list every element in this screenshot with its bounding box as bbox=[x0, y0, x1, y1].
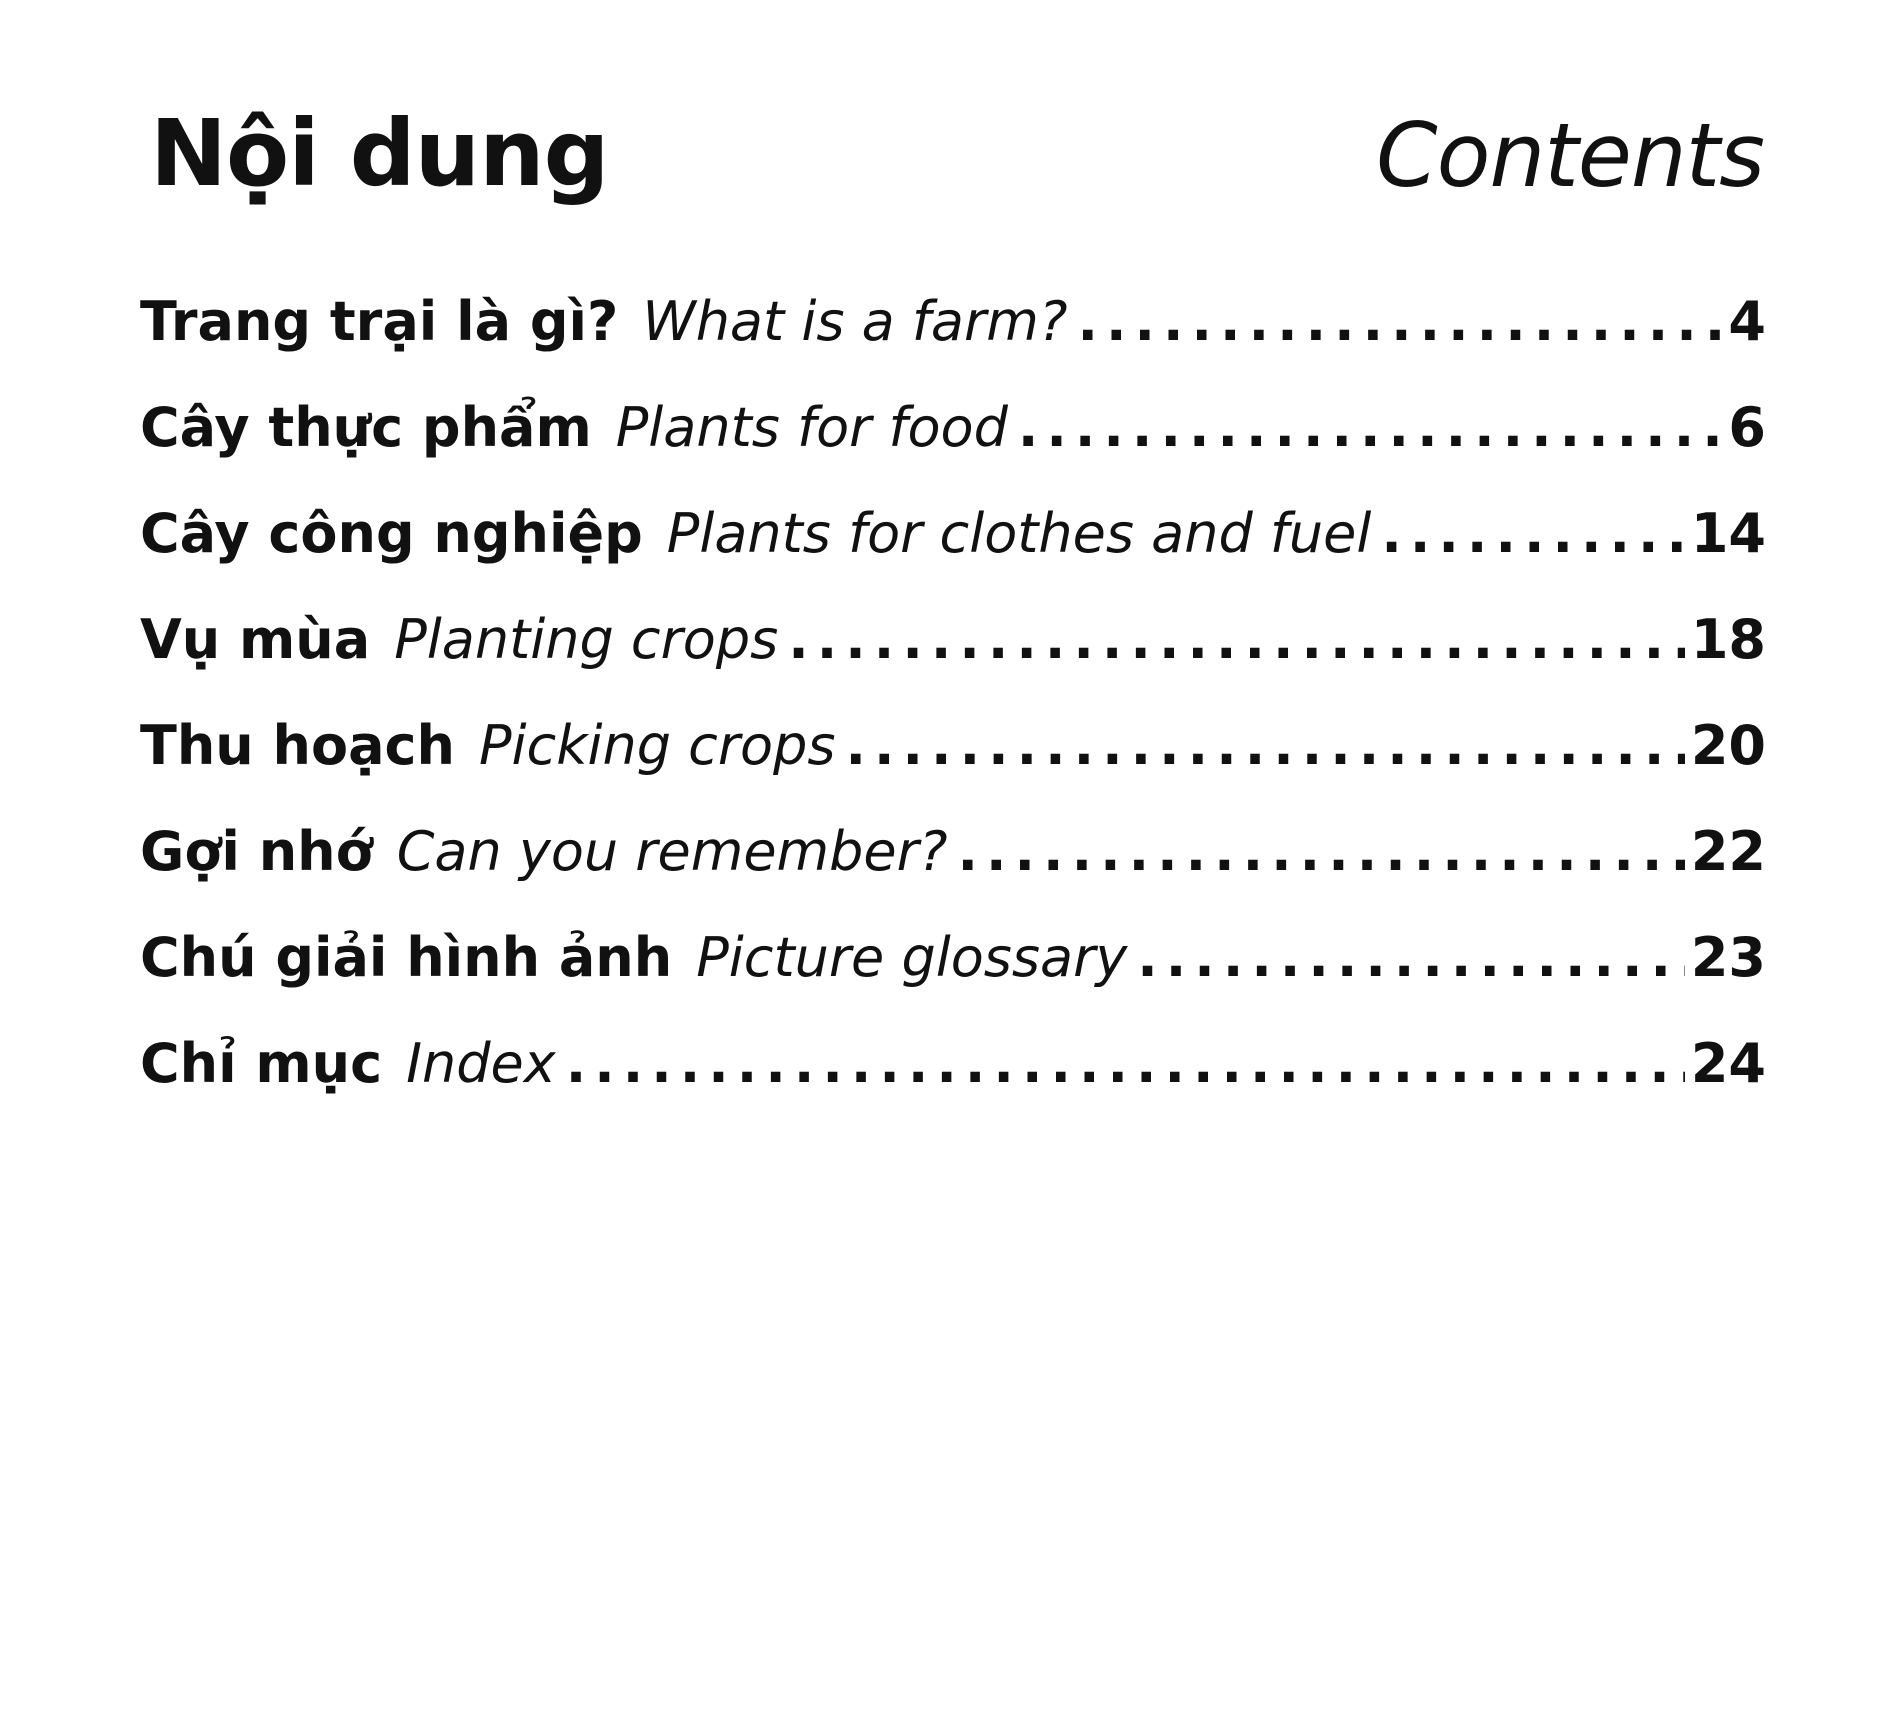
dot-leader bbox=[1018, 396, 1723, 459]
dot-leader bbox=[566, 1032, 1685, 1095]
toc-entry-page-number: 24 bbox=[1690, 1032, 1766, 1095]
toc-entry-page-number: 18 bbox=[1690, 608, 1766, 671]
toc-entry-english-title: Picking crops bbox=[478, 714, 836, 777]
toc-entry-what-is-a-farm[interactable] bbox=[140, 290, 1766, 396]
toc-entry-index[interactable] bbox=[140, 1032, 1766, 1138]
dot-leader bbox=[1077, 290, 1722, 353]
dot-leader bbox=[788, 608, 1685, 671]
dot-leader bbox=[1381, 502, 1684, 565]
toc-entry-english-title: What is a farm? bbox=[642, 290, 1068, 353]
toc-entry-vietnamese-title: Cây thực phẩm bbox=[140, 396, 592, 459]
toc-entry-vietnamese-title: Cây công nghiệp bbox=[140, 502, 643, 565]
toc-entry-english-title: Plants for clothes and fuel bbox=[666, 502, 1372, 565]
toc-entry-picking-crops[interactable] bbox=[140, 714, 1766, 820]
page-header bbox=[150, 100, 1764, 218]
page-title-vietnamese: Nội dung bbox=[150, 100, 609, 207]
toc-entry-can-you-remember[interactable] bbox=[140, 820, 1766, 926]
toc-entry-planting-crops[interactable] bbox=[140, 608, 1766, 714]
toc-entry-page-number: 6 bbox=[1728, 396, 1766, 459]
dot-leader bbox=[846, 714, 1685, 777]
toc-entry-vietnamese-title: Vụ mùa bbox=[140, 608, 371, 671]
toc-entry-page-number: 20 bbox=[1690, 714, 1766, 777]
toc-entry-english-title: Can you remember? bbox=[396, 820, 948, 883]
toc-entry-english-title: Plants for food bbox=[615, 396, 1008, 459]
toc-entry-page-number: 14 bbox=[1690, 502, 1766, 565]
toc-entry-picture-glossary[interactable] bbox=[140, 926, 1766, 1032]
toc-entry-english-title: Index bbox=[406, 1032, 556, 1095]
toc-entry-vietnamese-title: Chỉ mục bbox=[140, 1032, 383, 1095]
toc-entry-vietnamese-title: Trang trại là gì? bbox=[140, 290, 619, 353]
toc-entry-vietnamese-title: Thu hoạch bbox=[140, 714, 455, 777]
toc-entry-plants-for-food[interactable] bbox=[140, 396, 1766, 502]
table-of-contents bbox=[140, 290, 1766, 1138]
toc-entry-vietnamese-title: Gợi nhớ bbox=[140, 820, 373, 883]
dot-leader bbox=[1137, 926, 1685, 989]
toc-entry-plants-for-clothes-and-fuel[interactable] bbox=[140, 502, 1766, 608]
toc-entry-english-title: Planting crops bbox=[394, 608, 779, 671]
toc-entry-english-title: Picture glossary bbox=[696, 926, 1128, 989]
toc-entry-page-number: 4 bbox=[1728, 290, 1766, 353]
page-title-english: Contents bbox=[1376, 104, 1764, 207]
dot-leader bbox=[958, 820, 1685, 883]
toc-entry-page-number: 22 bbox=[1690, 820, 1766, 883]
toc-entry-vietnamese-title: Chú giải hình ảnh bbox=[140, 926, 673, 989]
toc-entry-page-number: 23 bbox=[1690, 926, 1766, 989]
